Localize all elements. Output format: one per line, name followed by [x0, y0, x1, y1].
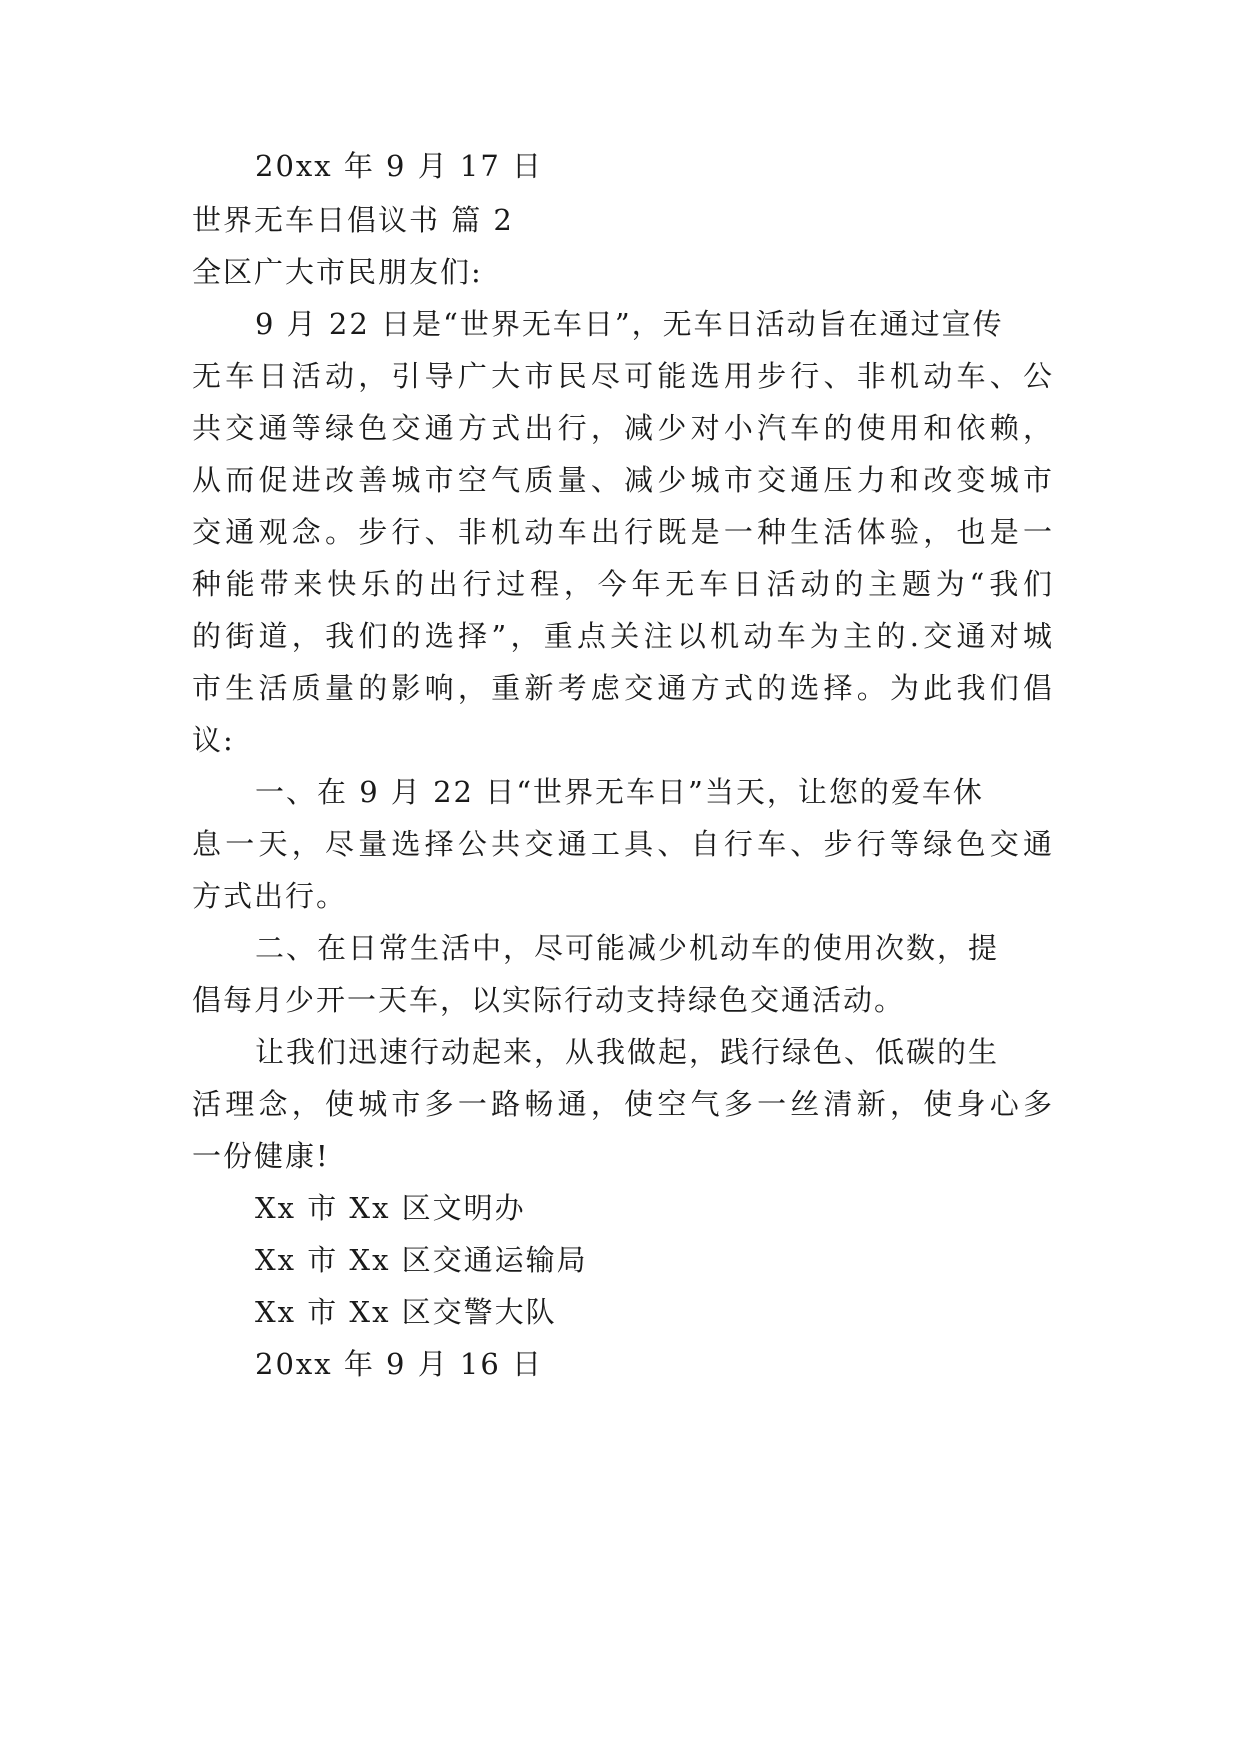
- paragraph-line: 息一天，尽量选择公共交通工具、自行车、步行等绿色交通: [192, 827, 1052, 861]
- top-date: 20xx 年 9 月 17 日: [255, 149, 544, 183]
- paragraph-line: 活理念，使城市多一路畅通，使空气多一丝清新，使身心多: [192, 1087, 1052, 1121]
- signature-line: Xx 市 Xx 区交通运输局: [255, 1243, 588, 1277]
- paragraph-line: 市生活质量的影响，重新考虑交通方式的选择。为此我们倡: [192, 671, 1052, 705]
- paragraph-line: 无车日活动，引导广大市民尽可能选用步行、非机动车、公: [192, 359, 1052, 393]
- paragraph-line: 一、在 9 月 22 日“世界无车日”当天，让您的爱车休: [255, 775, 984, 809]
- paragraph-line: 9 月 22 日是“世界无车日”，无车日活动旨在通过宣传: [255, 307, 1004, 341]
- signature-line: Xx 市 Xx 区交警大队: [255, 1295, 557, 1329]
- salutation: 全区广大市民朋友们:: [192, 255, 483, 289]
- paragraph-line: 二、在日常生活中，尽可能减少机动车的使用次数，提: [255, 931, 1000, 965]
- signature-line: Xx 市 Xx 区文明办: [255, 1191, 526, 1225]
- document-title: 世界无车日倡议书 篇 2: [192, 203, 514, 237]
- paragraph-line: 让我们迅速行动起来，从我做起，践行绿色、低碳的生: [255, 1035, 1000, 1069]
- paragraph-line: 交通观念。步行、非机动车出行既是一种生活体验，也是一: [192, 515, 1052, 549]
- paragraph-line: 的街道，我们的选择”，重点关注以机动车为主的.交通对城: [192, 619, 1052, 653]
- paragraph-line: 一份健康!: [192, 1139, 330, 1173]
- paragraph-line: 从而促进改善城市空气质量、减少城市交通压力和改变城市: [192, 463, 1052, 497]
- paragraph-line: 共交通等绿色交通方式出行，减少对小汽车的使用和依赖，: [192, 411, 1052, 445]
- bottom-date: 20xx 年 9 月 16 日: [255, 1347, 544, 1381]
- paragraph-line: 方式出行。: [192, 879, 348, 913]
- paragraph-line: 倡每月少开一天车，以实际行动支持绿色交通活动。: [192, 983, 906, 1017]
- paragraph-line: 种能带来快乐的出行过程，今年无车日活动的主题为“我们: [192, 567, 1052, 601]
- paragraph-line: 议:: [192, 723, 235, 757]
